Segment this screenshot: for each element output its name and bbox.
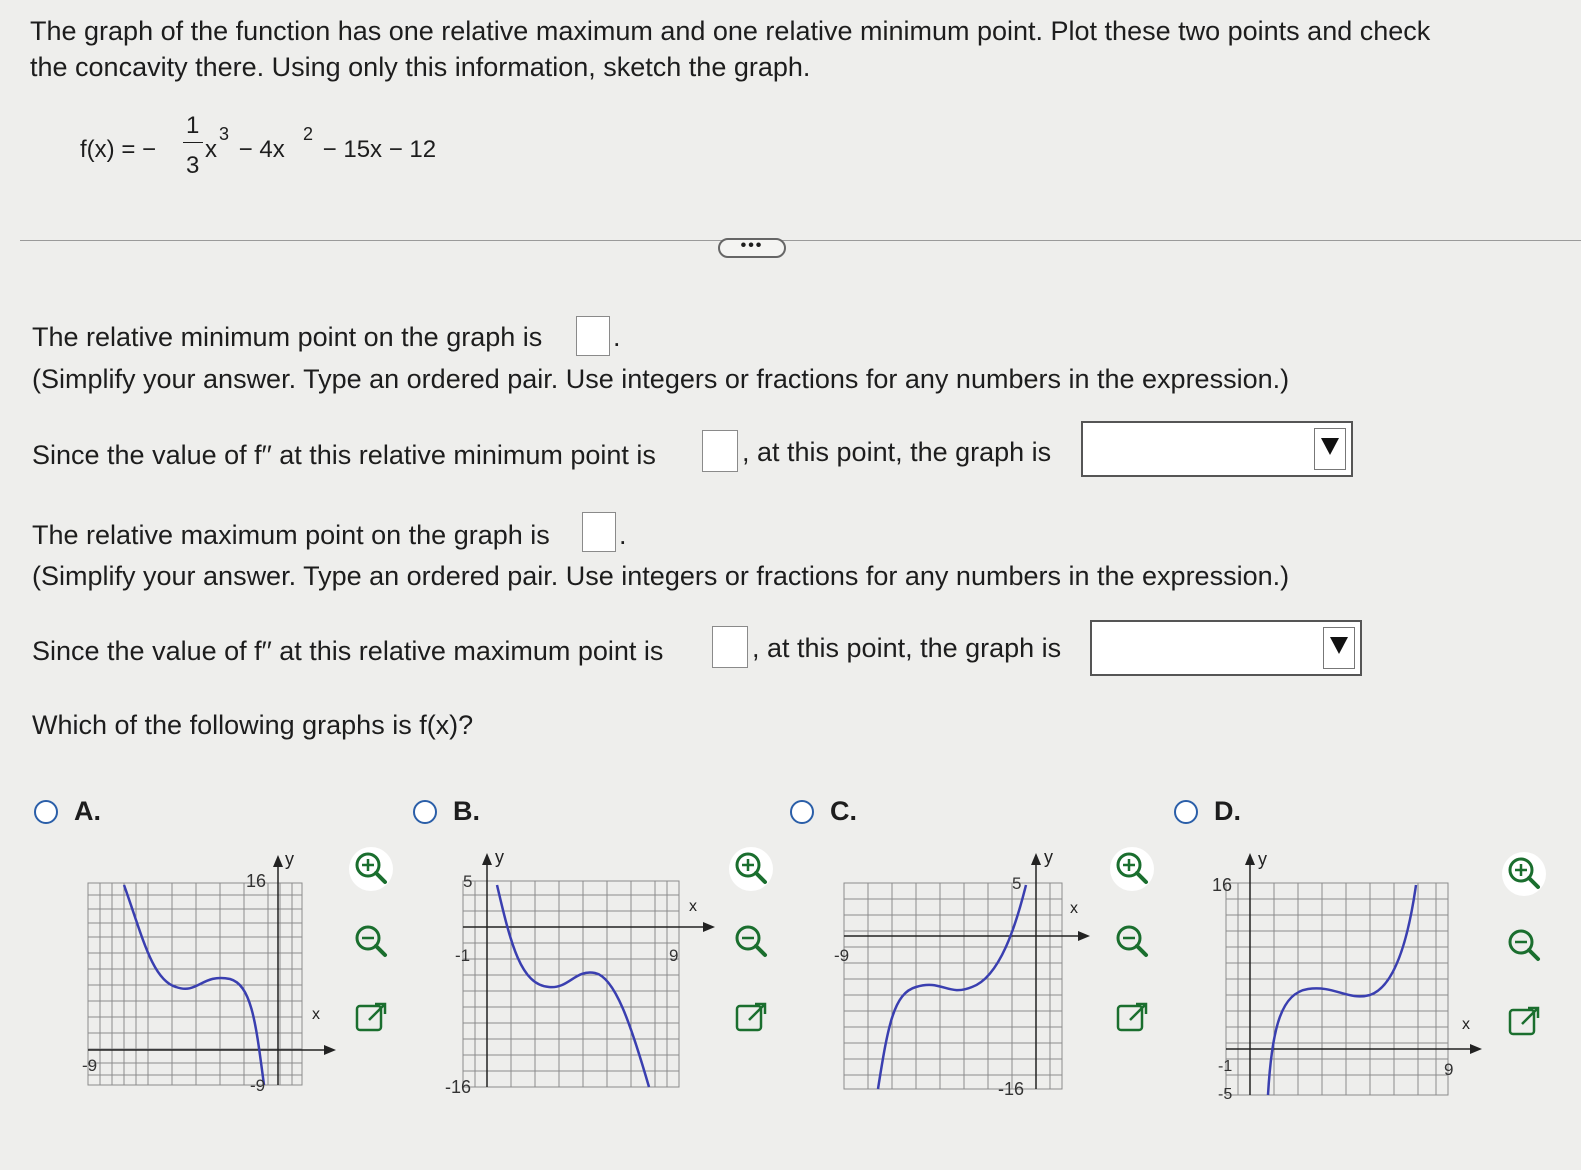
rel-min-concavity-prefix: Since the value of f′′ at this relative minimum point is xyxy=(32,440,656,470)
function-term-2: − 4x xyxy=(232,136,285,163)
curve xyxy=(878,885,1026,1089)
rel-min-prompt: The relative minimum point on the graph is xyxy=(32,322,543,352)
function-lhs: f(x) = − xyxy=(80,136,157,163)
y-tick-bottom: -16 xyxy=(998,1079,1025,1095)
option-a-label: A. xyxy=(74,796,101,826)
rel-max-fpp-input[interactable] xyxy=(712,626,748,668)
rel-min-hint: (Simplify your answer. Type an ordered pair. Use integers or fractions for any numbers in the expression.) xyxy=(32,364,1290,394)
option-d-graph[interactable] xyxy=(1208,845,1498,1105)
option-c-label: C. xyxy=(830,796,857,826)
y-axis-arrow xyxy=(482,853,492,865)
curve xyxy=(497,885,649,1087)
y-tick-top: 5 xyxy=(1012,874,1022,893)
zoom-in-icon[interactable] xyxy=(347,845,395,893)
y-axis-label: y xyxy=(495,847,504,867)
option-c-radio[interactable] xyxy=(790,800,814,824)
rel-min-fpp-input[interactable] xyxy=(702,430,738,472)
y-tick-bottom: -5 xyxy=(1218,1086,1233,1103)
question-line-1: The graph of the function has one relative maximum and one relative minimum point. Plot these two points and check xyxy=(30,16,1431,46)
grid xyxy=(844,883,1062,1089)
rel-max-prompt: The relative maximum point on the graph is xyxy=(32,520,550,550)
x-tick-right: 9 xyxy=(1444,1060,1454,1079)
y-axis-label: y xyxy=(1258,849,1267,869)
y-tick-top: 5 xyxy=(463,872,473,891)
y-axis-label: y xyxy=(1044,847,1053,867)
chevron-down-icon[interactable] xyxy=(1314,428,1346,470)
grid xyxy=(463,881,679,1087)
y-tick-mid: -1 xyxy=(1218,1058,1233,1075)
question-line-2: the concavity there. Using only this information, sketch the graph. xyxy=(30,52,811,82)
rel-min-period: . xyxy=(613,322,621,352)
y-tick-top: 16 xyxy=(1212,875,1233,895)
x-axis-arrow xyxy=(324,1045,336,1055)
which-graph-question: Which of the following graphs is f(x)? xyxy=(32,710,474,740)
x-axis-label: x xyxy=(1462,1016,1470,1033)
x-tick-left: -9 xyxy=(82,1056,98,1075)
y-axis-label: y xyxy=(285,849,294,869)
option-b-graph[interactable] xyxy=(445,845,725,1095)
rel-max-concavity-prefix: Since the value of f′′ at this relative maximum point is xyxy=(32,636,664,666)
zoom-in-icon[interactable] xyxy=(727,845,775,893)
option-d-radio[interactable] xyxy=(1174,800,1198,824)
option-a-graph[interactable] xyxy=(80,845,340,1095)
x-tick-left: -9 xyxy=(834,946,850,965)
chevron-down-icon[interactable] xyxy=(1323,627,1355,669)
option-b-radio[interactable] xyxy=(413,800,437,824)
zoom-out-icon[interactable] xyxy=(1108,918,1156,966)
y-axis-arrow xyxy=(1031,853,1041,865)
rel-max-period: . xyxy=(619,520,627,550)
fraction-denominator: 3 xyxy=(186,152,200,179)
y-axis-arrow xyxy=(1245,853,1255,865)
x-axis-label: x xyxy=(312,1006,320,1023)
rel-max-concavity-dropdown[interactable] xyxy=(1090,620,1362,676)
y-tick-mid: -1 xyxy=(455,946,471,965)
function-x: x xyxy=(205,136,217,163)
zoom-in-icon[interactable] xyxy=(1500,850,1548,898)
rel-max-hint: (Simplify your answer. Type an ordered pair. Use integers or fractions for any numbers in the expression.) xyxy=(32,561,1290,591)
zoom-out-icon[interactable] xyxy=(727,918,775,966)
option-a-radio[interactable] xyxy=(34,800,58,824)
y-tick-top: 16 xyxy=(246,871,267,891)
exponent-2: 2 xyxy=(303,124,314,144)
fraction-bar xyxy=(183,142,203,143)
y-tick-bottom: -9 xyxy=(250,1076,266,1095)
zoom-out-icon[interactable] xyxy=(1500,922,1548,970)
external-link-icon[interactable] xyxy=(1108,994,1156,1042)
rel-min-concavity-dropdown[interactable] xyxy=(1081,421,1353,477)
x-axis-arrow xyxy=(1078,931,1090,941)
option-c-graph[interactable] xyxy=(830,845,1100,1095)
rel-min-concavity-mid: , at this point, the graph is xyxy=(742,437,1052,467)
rel-max-concavity-mid: , at this point, the graph is xyxy=(752,633,1062,663)
rel-max-answer-input[interactable] xyxy=(582,512,616,552)
y-axis-arrow xyxy=(273,855,283,867)
zoom-in-icon[interactable] xyxy=(1108,845,1156,893)
function-term-3: − 15x − 12 xyxy=(316,136,437,163)
x-axis-label: x xyxy=(689,898,697,915)
rel-min-answer-input[interactable] xyxy=(576,316,610,356)
y-tick-bottom: -16 xyxy=(445,1077,472,1095)
external-link-icon[interactable] xyxy=(727,994,775,1042)
grid xyxy=(1226,883,1448,1095)
more-options-button[interactable]: ••• xyxy=(718,238,786,258)
x-tick-right: 9 xyxy=(669,946,679,965)
x-axis-arrow xyxy=(1470,1044,1482,1054)
zoom-out-icon[interactable] xyxy=(347,918,395,966)
x-axis-label: x xyxy=(1070,900,1078,917)
x-axis-arrow xyxy=(703,922,715,932)
exponent-3: 3 xyxy=(219,124,230,144)
section-divider xyxy=(20,240,1581,241)
external-link-icon[interactable] xyxy=(347,994,395,1042)
grid xyxy=(88,883,302,1085)
option-b-label: B. xyxy=(453,796,480,826)
external-link-icon[interactable] xyxy=(1500,998,1548,1046)
fraction-numerator: 1 xyxy=(186,112,200,139)
option-d-label: D. xyxy=(1214,796,1241,826)
